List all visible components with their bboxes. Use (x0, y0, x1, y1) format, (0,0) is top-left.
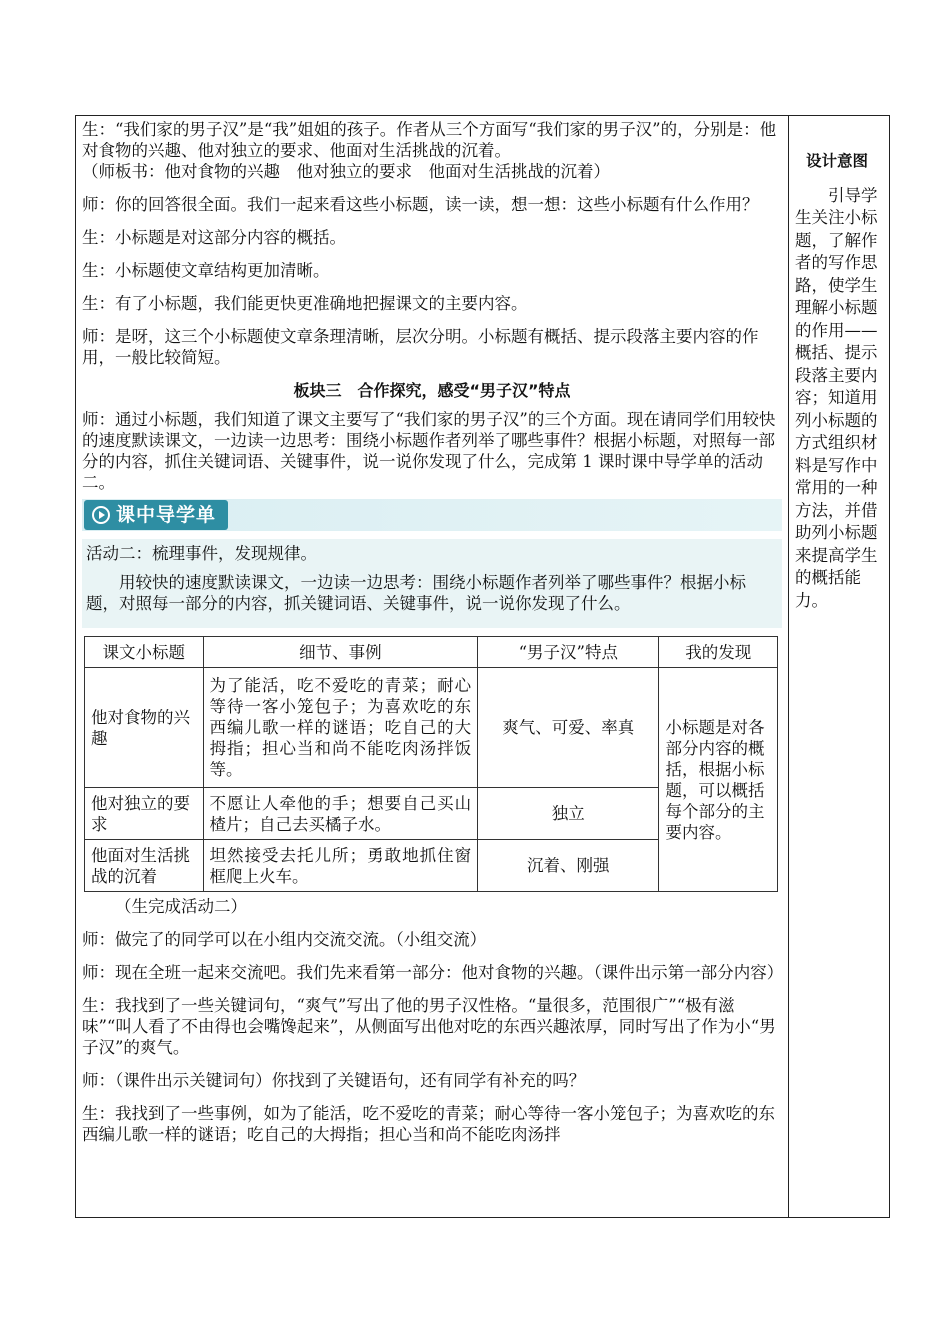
blackboard-note: （师板书：他对食物的兴趣 他对独立的要求 他面对生活挑战的沉着） (82, 162, 610, 181)
table-header-row (85, 637, 778, 668)
dialogue-line: 生：小标题是对这部分内容的概括。 (82, 228, 346, 247)
table-cell-finding: 小标题是对各部分内容的概括，根据小标题，可以概括每个部分的主要内容。 (659, 668, 778, 892)
table-header: 课文小标题 (85, 637, 204, 668)
dialogue-line: 师：通过小标题，我们知道了课文主要写了“我们家的男子汉”的三个方面。现在请同学们用较快的速度默读课文，一边读一边思考：围绕小标题作者列举了哪些事件？根据小标题，对照每一部分的内容，抓住关键词语、关键事件，说一说你发现了什么，完成第 1 课时课中导学单的活动二。 (82, 410, 776, 492)
dialogue-line: 生：有了小标题，我们能更快更准确地把握课文的主要内容。 (82, 294, 528, 313)
dialogue-line: 生：我找到了一些事例，如为了能活，吃不爱吃的青菜；耐心等待一客小笼包子；为喜欢吃的东西编儿歌一样的谜语；吃自己的大拇指；担心当和尚不能吃肉汤拌 (82, 1104, 775, 1144)
dialogue-line: 生：我找到了一些关键词句，“爽气”写出了他的男子汉性格。“量很多，范围很广”“极有滋味”“叫人看了不由得也会嘴馋起来”，从侧面写出他对吃的东西兴趣浓厚，同时写出了作为小“男子汉”的爽气。 (82, 996, 776, 1057)
column-divider (788, 115, 789, 1218)
dialogue-line: 师：（课件出示关键词句）你找到了关键语句，还有同学有补充的吗？ (82, 1071, 586, 1090)
main-column (82, 119, 782, 1157)
table-cell-trait: 独立 (478, 788, 659, 840)
note-line: （生完成活动二） (115, 897, 247, 916)
table-header: 细节、事例 (203, 637, 478, 668)
table-cell-title: 他对独立的要求 (85, 788, 204, 840)
table-cell-trait: 沉着、刚强 (478, 840, 659, 892)
table-cell-detail: 不愿让人牵他的手；想要自己买山楂片；自己去买橘子水。 (203, 788, 478, 840)
dialogue-line (82, 119, 782, 161)
dialogue-line: 师：是呀，这三个小标题使文章条理清晰，层次分明。小标题有概括、提示段落主要内容的作用，一般比较简短。 (82, 327, 759, 367)
banner-tab (84, 500, 228, 530)
guide-banner (82, 499, 782, 531)
table-header: “男子汉”特点 (478, 637, 659, 668)
section-heading: 板块三 合作探究，感受“男子汉”特点 (293, 381, 571, 400)
dialogue-line: 师：现在全班一起来交流吧。我们先来看第一部分：他对食物的兴趣。（课件出示第一部分内容） (82, 963, 784, 982)
dialogue-line: 生：小标题使文章结构更加清晰。 (82, 261, 330, 280)
table-cell-title: 他对食物的兴趣 (85, 668, 204, 788)
banner-title: 课中导学单 (116, 503, 217, 526)
guide-table (84, 636, 778, 892)
play-icon (92, 506, 110, 524)
paragraph-text: 生：“我们家的男子汉”是“我”姐姐的孩子。作者从三个方面写“我们家的男子汉”的，分别是：他对食物的兴趣、他对独立的要求、他面对生活挑战的沉着。 (82, 120, 777, 160)
table-cell-detail: 为了能活，吃不爱吃的青菜；耐心等待一客小笼包子；为喜欢吃的东西编儿歌一样的谜语；吃自己的大拇指；担心当和尚不能吃肉汤拌饭等。 (203, 668, 478, 788)
table-cell-title: 他面对生活挑战的沉着 (85, 840, 204, 892)
table-header: 我的发现 (659, 637, 778, 668)
dialogue-line: 师：你的回答很全面。我们一起来看这些小标题，读一读，想一想：这些小标题有什么作用？ (82, 195, 759, 214)
table-row (85, 668, 778, 788)
design-intent-text: 引导学生关注小标题，了解作者的写作思路，使学生理解小标题的作用——概括、提示段落主要内容；知道用列小标题的方式组织材料是写作中常用的一种方法，并借助列小标题来提高学生的概括能力。 (795, 185, 878, 610)
activity-box (82, 539, 782, 628)
design-intent-column (795, 150, 879, 612)
activity-text: 用较快的速度默读课文，一边读一边思考：围绕小标题作者列举了哪些事件？根据小标题，对照每一部分的内容，抓关键词语、关键事件，说一说你发现了什么。 (86, 573, 746, 613)
design-intent-title: 设计意图 (805, 152, 868, 170)
dialogue-line: 师：做完了的同学可以在小组内交流交流。（小组交流） (82, 930, 487, 949)
table-cell-detail: 坦然接受去托儿所；勇敢地抓住窗框爬上火车。 (203, 840, 478, 892)
table-cell-trait: 爽气、可爱、率真 (478, 668, 659, 788)
activity-title: 活动二：梳理事件，发现规律。 (86, 544, 317, 563)
